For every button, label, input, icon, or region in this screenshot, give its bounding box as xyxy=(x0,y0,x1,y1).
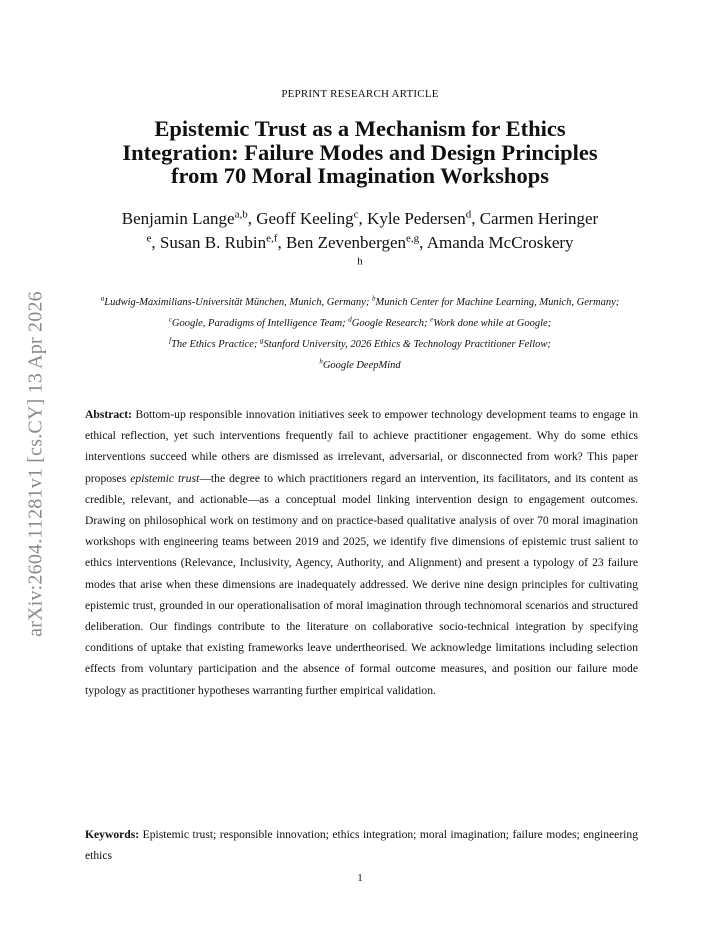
author-affiliation-marker: e,f xyxy=(266,231,278,244)
abstract-text: —the degree to which practitioners regard an intervention, its facilitators, and its content as credible, relevant, and actionable—as a conceptual model linking intervention design to engagement outcomes. Drawing on philosophical work on testimony and on practice-based qualitative analysis of over 70 moral imagination workshops with engineering teams between 2019 and 2025, we identify five dimensions of epistemic trust salient to ethics interventions (Relevance, Inclusivity, Agency, Authority, and Alignment) and present a typology of 23 failure modes that arise when these dimensions are inadequately addressed. We derive nine design principles for cultivating epistemic trust, grounded in our operationalisation of moral imagination through technomoral scenarios and structured deliberation. Our findings contribute to the literature on collaborative socio-technical integration by specifying conditions of uptake that existing frameworks leave undertheorised. We acknowledge limitations including selection effects from voluntary participation and the absence of formal outcome measures, and position our failure mode typology as practitioner hypotheses warranting further empirical validation. xyxy=(85,471,638,697)
article-type-label: PEPRINT RESEARCH ARTICLE xyxy=(281,88,439,100)
author-list xyxy=(80,207,640,278)
affiliation-line: $^f$The Ethics Practice; $^g$Stanford University, 2026 Ethics & Technology Practitioner Fellow; xyxy=(169,336,551,350)
title-line: Integration: Failure Modes and Design Principles xyxy=(122,139,598,165)
author-affiliation-marker: c xyxy=(353,208,359,221)
keywords-paragraph xyxy=(85,824,638,866)
affiliation-line: $^c$Google, Paradigms of Intelligence Team; $^d$Google Research; $^e$Work done while at Google; xyxy=(168,315,552,329)
author-affiliation-marker: h xyxy=(357,255,363,268)
author-name: Carmen Heringer xyxy=(479,209,599,228)
page-number: 1 xyxy=(357,872,363,884)
affiliation-line: $^h$Google DeepMind xyxy=(319,357,401,371)
affiliation-line: $^a$Ludwig-Maximilians-Universität München, Munich, Germany; $^b$Munich Center for Machine Learning, Munich, Germany; xyxy=(100,294,620,308)
author-name: Benjamin Lange xyxy=(121,209,235,228)
author-name: Susan B. Rubin xyxy=(159,232,267,252)
author-affiliation-marker: d xyxy=(465,208,472,221)
arxiv-side-stamp xyxy=(22,258,50,670)
affiliation-list xyxy=(80,292,640,376)
arxiv-identifier: arXiv:2604.11281v1 [cs.CY] 13 Apr 2026 xyxy=(24,291,47,637)
abstract-text: Bottom-up responsible innovation initiatives seek to empower technology development teams to engage in ethical reflection, yet such interventions frequently fail to achieve practitioner engagement. Why do some ethics interventions succeed while others are dismissed as irrelevant, adversarial, or disconnected from work? This paper proposes xyxy=(85,408,639,485)
title-line: Epistemic Trust as a Mechanism for Ethics xyxy=(154,116,566,141)
author-line: Benjamin Lange$^{a,b}$, Geoff Keeling$^c$, Kyle Pedersen$^d$, Carmen Heringer xyxy=(121,208,599,228)
keywords-label: Keywords: xyxy=(85,828,140,841)
author-affiliation-marker: e,g xyxy=(406,231,420,244)
author-line xyxy=(80,254,640,278)
author-line: $^e$, Susan B. Rubin$^{e,f}$, Ben Zevenbergen$^{e,g}$, Amanda McCroskery xyxy=(146,231,574,252)
abstract-label: Abstract: xyxy=(85,408,133,421)
title-line: from 70 Moral Imagination Workshops xyxy=(171,163,549,188)
author-name: Ben Zevenbergen xyxy=(285,232,406,252)
keywords-text: Epistemic trust; responsible innovation; ethics integration; moral imagination; failure modes; engineering ethics xyxy=(85,828,638,863)
author-affiliation-marker: e xyxy=(146,231,152,244)
author-name: Kyle Pedersen xyxy=(367,209,466,228)
author-affiliation-marker: a,b xyxy=(234,208,248,221)
author-name: Amanda McCroskery xyxy=(426,232,574,252)
paper-title xyxy=(80,117,640,188)
author-name: Geoff Keeling xyxy=(256,209,354,228)
abstract-emphasis: epistemic trust xyxy=(130,471,200,485)
abstract-paragraph xyxy=(85,404,638,701)
